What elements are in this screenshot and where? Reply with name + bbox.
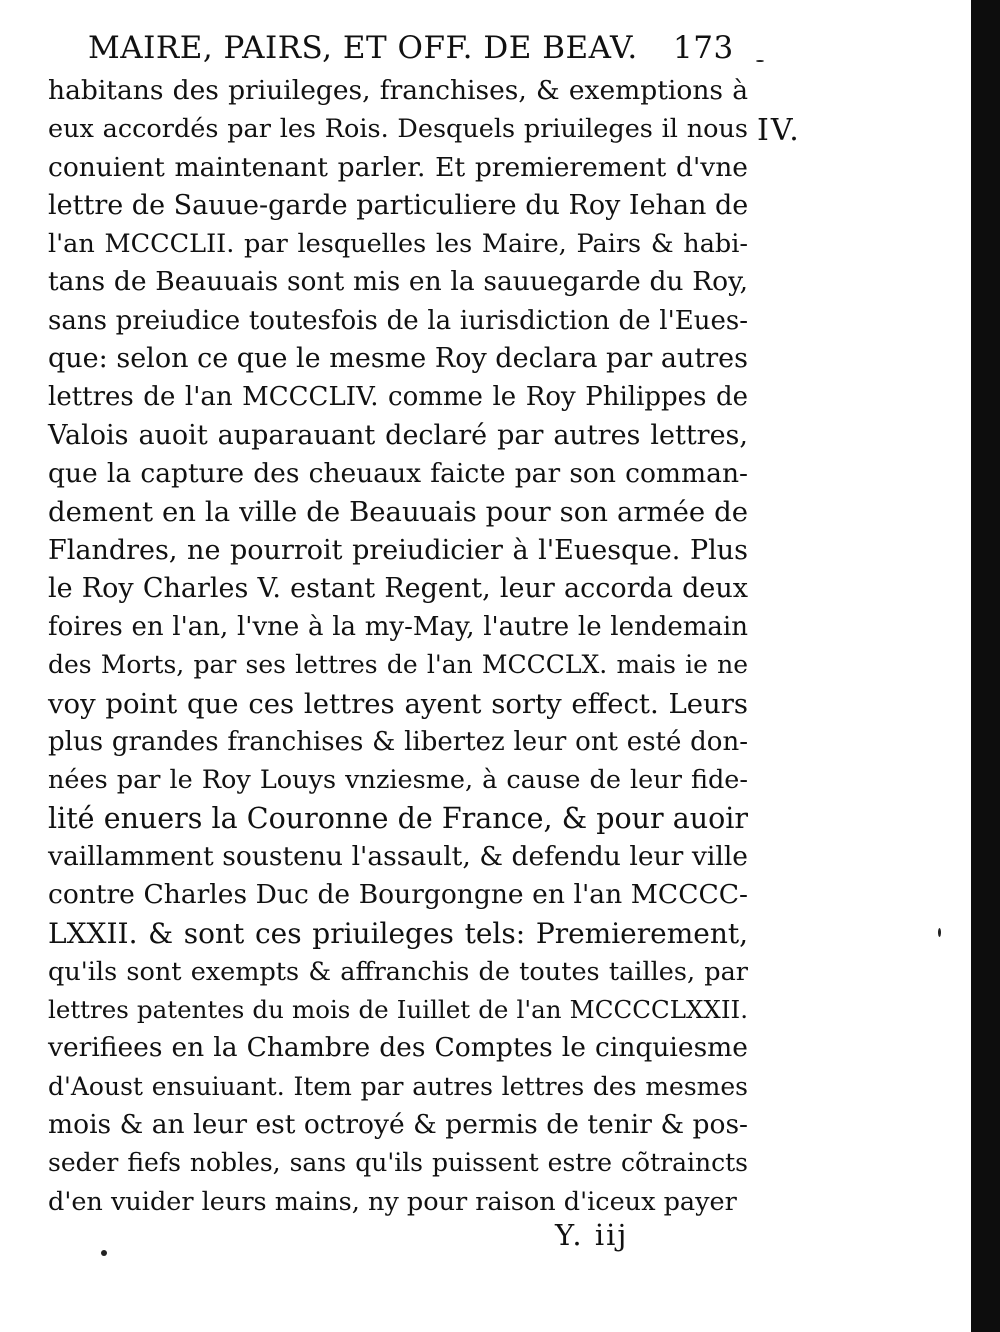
text-line: que la capture des cheuaux faicte par son comman- [48,457,748,489]
text-line: conuient maintenant parler. Et premierement d'vne [48,151,748,183]
text-line: eux accordés par les Rois. Desquels priuileges il nous [48,114,748,145]
text-line: qu'ils sont exempts & affranchis de toutes tailles, par [48,956,748,987]
text-line: sans preiudice toutesfois de la iurisdiction de l'Eues- [48,305,748,336]
ink-speck [938,928,941,937]
body-text [48,72,748,1221]
text-line: seder fiefs nobles, sans qu'ils puissent estre cõtraincts [48,1148,748,1178]
text-line: lettre de Sauue-garde particuliere du Roy Iehan de [48,189,749,221]
text-line: nées par le Roy Louys vnziesme, à cause de leur fide- [48,765,748,796]
text-line: habitans des priuileges, franchises, & exemptions à [48,75,748,106]
text-line: lettres patentes du mois de Iuillet de l'an MCCCCLXXII. [48,995,748,1025]
text-line: LXXII. & sont ces priuileges tels: Premierement, [48,916,748,950]
text-line: verifiees en la Chambre des Comptes le cinquiesme [48,1032,748,1064]
text-line: dement en la ville de Beauuais pour son armée de [48,496,748,529]
signature-mark: Y. iij [555,1218,629,1252]
text-line: lettres de l'an MCCCLIV. comme le Roy Philippes de [48,382,748,413]
scan-edge-shadow [971,0,1000,1332]
text-line: mois & an leur est octroyé & permis de tenir & pos- [48,1109,748,1141]
text-line: l'an MCCCLII. par lesquelles les Maire, Pairs & habi- [48,229,748,260]
text-line: que: selon ce que le mesme Roy declara par autres [48,343,748,375]
text-line: d'Aoust ensuiuant. Item par autres lettres des mesmes [48,1071,748,1101]
text-line: d'en vuider leurs mains, ny pour raison d'iceux payer [48,1186,737,1217]
running-title: MAIRE, PAIRS, ET OFF. DE BEAV. [88,30,638,66]
page-number: 173 [673,30,734,66]
text-line: des Morts, par ses lettres de l'an MCCCLX. mais ie ne [48,650,748,680]
text-line: plus grandes franchises & libertez leur ont esté don- [48,727,748,758]
text-line: foires en l'an, l'vne à la my-May, l'autre le lendemain [48,612,748,643]
running-header [88,30,748,70]
text-line: tans de Beauuais sont mis en la sauuegarde du Roy, [48,266,748,298]
ink-speck [756,60,764,62]
text-line: Flandres, ne pourroit preiudicier à l'Euesque. Plus [48,534,748,566]
ink-speck [101,1250,107,1256]
text-line: voy point que ces lettres ayent sorty effect. Leurs [48,687,748,720]
text-line: Valois auoit auparauant declaré par autres lettres, [48,419,748,451]
text-line: lité enuers la Couronne de France, & pour auoir [48,801,748,835]
text-line: le Roy Charles V. estant Regent, leur accorda deux [48,572,748,604]
text-line: vaillamment soustenu l'assault, & defendu leur ville [48,840,748,872]
margin-section-number: IV. [757,113,801,148]
text-line: contre Charles Duc de Bourgongne en l'an MCCCC- [48,879,748,911]
